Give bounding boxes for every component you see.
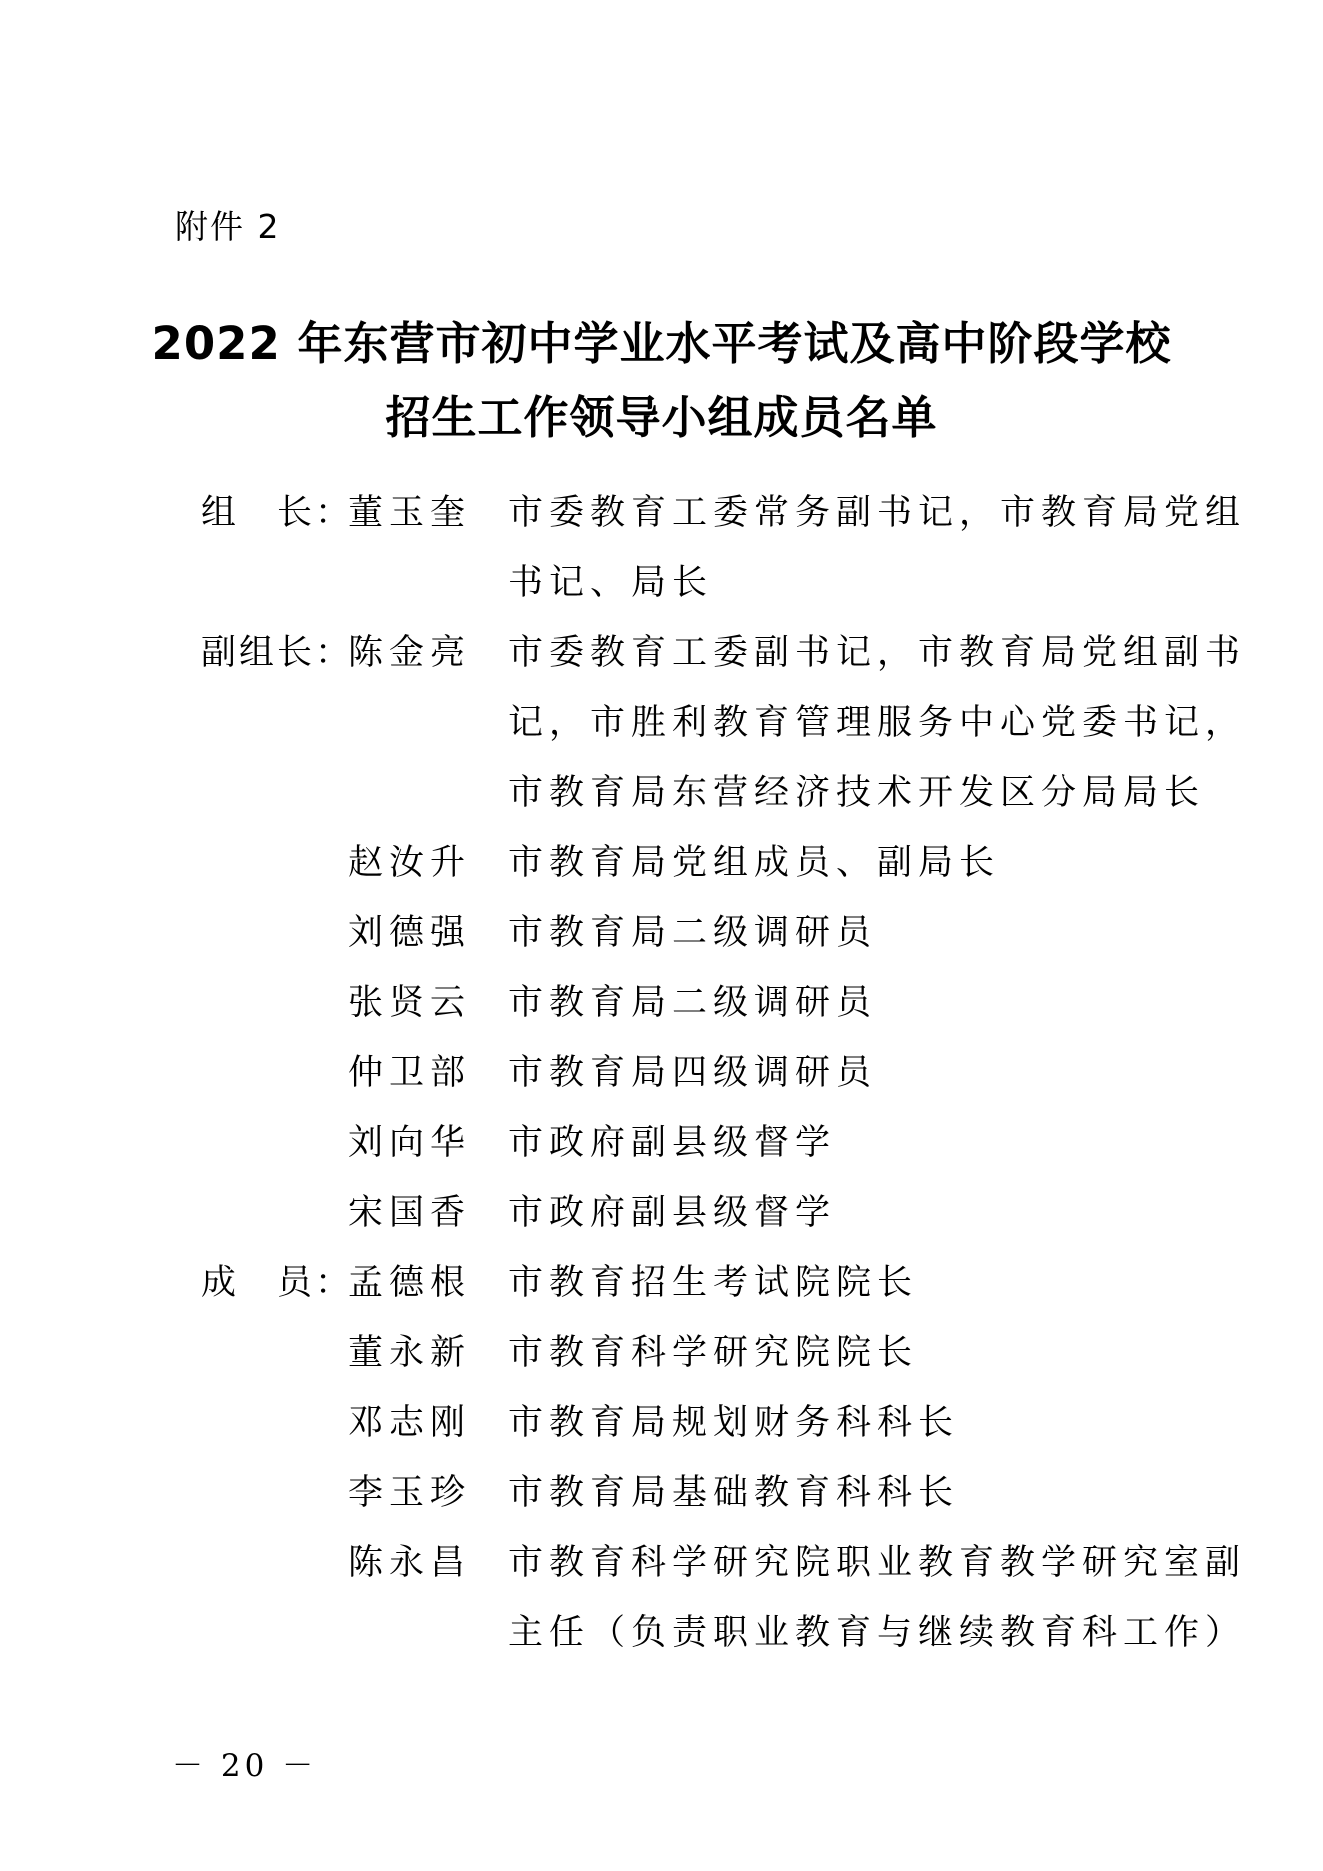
member-name: 陈金亮 — [348, 633, 472, 673]
member-duty: 市教育科学研究院院长 — [508, 1333, 919, 1373]
member-name: 邓志刚 — [348, 1403, 472, 1443]
member-duty: 市教育局四级调研员 — [508, 1053, 878, 1093]
page-number: － 20 － — [172, 1748, 318, 1784]
member-duty-continued: 书记、局长 — [508, 563, 714, 603]
member-duty: 市教育局党组成员、副局长 — [508, 843, 1001, 883]
member-name: 赵汝升 — [348, 843, 472, 883]
member-name: 宋国香 — [348, 1193, 472, 1233]
member-name: 董玉奎 — [348, 493, 472, 533]
role-label-leader: 组 长： — [201, 493, 354, 533]
member-name: 刘向华 — [348, 1123, 472, 1163]
member-duty-continued: 市教育局东营经济技术开发区分局局长 — [508, 773, 1206, 813]
member-duty: 市委教育工委副书记，市教育局党组副书 — [508, 633, 1247, 673]
member-duty-continued: 主任（负责职业教育与继续教育科工作） — [508, 1613, 1247, 1653]
member-name: 李玉珍 — [348, 1473, 472, 1513]
member-duty: 市政府副县级督学 — [508, 1193, 837, 1233]
document-title-line-1: 2022 年东营市初中学业水平考试及高中阶段学校 — [151, 317, 1172, 370]
member-duty: 市教育局规划财务科科长 — [508, 1403, 960, 1443]
member-duty: 市教育招生考试院院长 — [508, 1263, 919, 1303]
member-name: 张贤云 — [348, 983, 472, 1023]
member-duty: 市教育局二级调研员 — [508, 913, 878, 953]
member-name: 刘德强 — [348, 913, 472, 953]
member-name: 陈永昌 — [348, 1543, 472, 1583]
member-name: 董永新 — [348, 1333, 472, 1373]
role-label-deputy: 副组长： — [201, 633, 354, 673]
member-duty: 市教育局二级调研员 — [508, 983, 878, 1023]
member-duty: 市教育科学研究院职业教育教学研究室副 — [508, 1543, 1247, 1583]
member-duty: 市委教育工委常务副书记，市教育局党组 — [508, 493, 1247, 533]
member-name: 仲卫部 — [348, 1053, 472, 1093]
role-label-member: 成 员： — [201, 1263, 354, 1303]
member-name: 孟德根 — [348, 1263, 472, 1303]
attachment-label: 附件 2 — [175, 207, 281, 246]
document-title-line-2: 招生工作领导小组成员名单 — [385, 391, 938, 444]
member-duty: 市政府副县级督学 — [508, 1123, 837, 1163]
member-duty: 市教育局基础教育科科长 — [508, 1473, 960, 1513]
member-duty-continued: 记，市胜利教育管理服务中心党委书记， — [508, 703, 1247, 743]
